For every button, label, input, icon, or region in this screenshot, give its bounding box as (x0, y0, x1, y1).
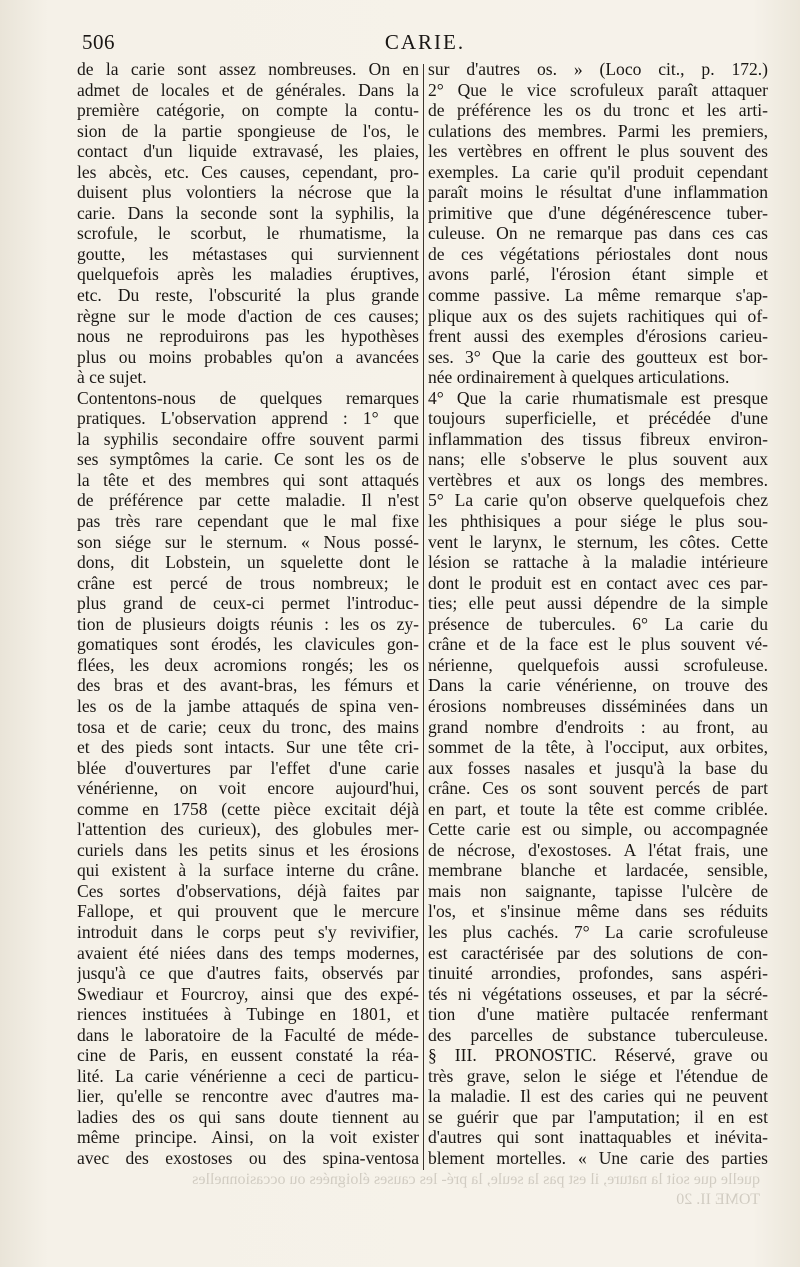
text-line: duisent plus volontiers la nécrose que la (77, 182, 419, 203)
text-line: toujours superficielle, et précédée d'une (428, 408, 768, 429)
text-line: nérienne, quelquefois aussi scrofuleuse. (428, 654, 768, 675)
text-line: des bras et des avant-bras, les fémurs et (77, 675, 419, 696)
text-line: tinuité arrondies, profondes, sans aspéri- (428, 963, 768, 984)
text-line: de préférence les os du tronc et les arti- (428, 100, 768, 121)
text-line: cine de Paris, en eussent constaté la réa- (77, 1045, 419, 1066)
text-line: aux fosses nasales et jusqu'à la base du (428, 757, 768, 778)
text-line: 2° Que le vice scrofuleux paraît attaquer (428, 79, 768, 100)
text-line: riences instituées à Tubinge en 1801, et (77, 1004, 419, 1025)
text-line: la maladie. Il est des caries qui ne peuvent (428, 1086, 768, 1107)
text-line: les vertèbres en offrent le plus souvent des (428, 141, 768, 162)
text-line: avons parlé, l'érosion étant simple et (428, 264, 768, 285)
text-line: à ce sujet. (77, 367, 147, 388)
text-line: tés ni végétations osseuses, et par la sécré- (428, 983, 768, 1004)
text-line: sommet de la tête, à l'occiput, aux orbites, (428, 737, 768, 758)
text-line: Dans la carie vénérienne, on trouve des (428, 675, 768, 696)
text-line: pratiques. L'observation apprend : 1° que (77, 408, 419, 429)
text-line: gomatiques sont érodés, les clavicules gon- (77, 634, 419, 655)
text-line: culeuse. On ne remarque pas dans ces cas (428, 223, 768, 244)
text-line: ladies des os qui sans doute tiennent au (77, 1106, 419, 1127)
text-line: exemples. La carie qu'il produit cependant (428, 161, 768, 182)
text-line: les abcès, etc. Ces causes, cependant, pro- (77, 161, 419, 182)
text-line: est caractérisée par des solutions de con- (428, 942, 768, 963)
text-line: lésion se rattache à la maladie intérieure (428, 552, 768, 573)
text-line: Ces sortes d'observations, déjà faites par (77, 880, 419, 901)
text-line: admet de locales et de générales. Dans la (77, 79, 419, 100)
text-line: qui existent à la surface interne du crâne. (77, 860, 419, 881)
text-line: des parcelles de substance tuberculeuse. (428, 1024, 768, 1045)
text-line: contact d'un liquide extravasé, les plaies, (77, 141, 419, 162)
text-line: carie. Dans la seconde sont la syphilis, la (77, 202, 419, 223)
page-number: 506 (82, 30, 115, 54)
text-line: goutte, les métastases qui surviennent (77, 243, 419, 264)
text-line: pas très rare cependant que le mal fixe (77, 511, 419, 532)
text-line: Swediaur et Fourcroy, ainsi que des expé- (77, 983, 419, 1004)
text-line: sion de la partie spongieuse de l'os, le (77, 120, 419, 141)
text-line: dans le laboratoire de la Faculté de méde- (77, 1024, 419, 1045)
running-title: CARIE. (384, 30, 466, 54)
text-line: sur d'autres os. » (Loco cit., p. 172.) (428, 59, 768, 79)
running-head (82, 30, 768, 58)
text-line: 4° Que la carie rhumatismale est presque (428, 387, 768, 408)
text-line: de la carie sont assez nombreuses. On en (77, 59, 419, 79)
text-line: comme passive. La même remarque s'ap- (428, 285, 768, 306)
text-line: culations des membres. Parmi les premiers, (428, 120, 768, 141)
text-line: Cette carie est ou simple, ou accompagnée (428, 819, 768, 840)
text-line: son siége sur le sternum. « Nous possé- (77, 531, 419, 552)
text-line: tion d'une matière pultacée renfermant (428, 1004, 768, 1025)
text-line: première catégorie, on compte la contu- (77, 100, 419, 121)
text-line: d'autres qui sont inattaquables et inévita- (428, 1127, 768, 1148)
text-line: dons, dit Lobstein, un squelette dont le (77, 552, 419, 573)
text-line: ses symptômes la carie. Ce sont les os de (77, 449, 419, 470)
text-line: curiels dans les petits sinus et les érosions (77, 839, 419, 860)
text-line: et des pieds sont intacts. Sur une tête cri- (77, 737, 419, 758)
text-line: plus ou moins probables qu'on a avancées (77, 346, 419, 367)
text-line: très grave, selon le siége et l'étendue de (428, 1065, 768, 1086)
text-line: plique aux os des sujets rachitiques qui of- (428, 305, 768, 326)
text-line: Fallope, et qui prouvent que le mercure (77, 901, 419, 922)
text-line: les os de la jambe attaqués de spina ven- (77, 695, 419, 716)
text-line: jusqu'à ce que d'autres faits, observés par (77, 963, 419, 984)
text-line: la syphilis secondaire offre souvent parmi (77, 428, 419, 449)
text-line: présence de tubercules. 6° La carie du (428, 613, 768, 634)
left-text-column (77, 59, 419, 1169)
text-line: ties; elle peut aussi dépendre de la simple (428, 593, 768, 614)
text-line: nous ne reproduirons pas les hypothèses (77, 326, 419, 347)
text-line: primitive que d'une dégénérescence tuber- (428, 202, 768, 223)
text-line: les phthisiques a pour siége le plus sou- (428, 511, 768, 532)
text-line: crâne. Ces os sont souvent percés de part (428, 778, 768, 799)
text-line: Contentons-nous de quelques remarques (77, 387, 419, 408)
text-line: frent aussi des exemples d'érosions carieu- (428, 326, 768, 347)
column-divider (423, 64, 424, 1170)
text-line: mais non saignante, tapisse l'ulcère de (428, 880, 768, 901)
text-line: la tête et des membres qui sont attaqués (77, 469, 419, 490)
text-line: 5° La carie qu'on observe quelquefois chez (428, 490, 768, 511)
text-line: crâne et de la face est le plus souvent vé- (428, 634, 768, 655)
text-line: ses. 3° Que la carie des goutteux est bor- (428, 346, 768, 367)
text-line: avaient été niées dans des temps modernes, (77, 942, 419, 963)
text-line: les plus cachés. 7° La carie scrofuleuse (428, 921, 768, 942)
text-line: dont le produit est en contact avec ces par- (428, 572, 768, 593)
text-line: introduit dans le corps peut s'y revivifier, (77, 921, 419, 942)
text-line: lier, qu'elle se rencontre avec d'autres ma- (77, 1086, 419, 1107)
text-line: blement mortelles. « Une carie des parties (428, 1147, 768, 1168)
text-line: l'attention des curieux), des globules mer- (77, 819, 419, 840)
text-line: etc. Du reste, l'obscurité la plus grande (77, 285, 419, 306)
bleed-line: quelle que soit la nature, il est pas la seule, la pré- les causes éloignées ou occasionnelles (192, 1171, 760, 1188)
text-line: § III. PRONOSTIC. Réservé, grave ou (428, 1045, 768, 1066)
text-line: née ordinairement à quelques articulations. (428, 367, 730, 388)
text-line: flées, les deux acromions rongés; les os (77, 654, 419, 675)
text-line: se guérir que par l'amputation; il en est (428, 1106, 768, 1127)
text-line: règne sur le mode d'action de ces causes; (77, 305, 419, 326)
text-line: lité. La carie vénérienne a ceci de particu- (77, 1065, 419, 1086)
text-line: plus grand de ceux-ci permet l'introduc- (77, 593, 419, 614)
text-line: membrane blanche et lardacée, sensible, (428, 860, 768, 881)
bleed-line: TOME II. 20 (676, 1191, 760, 1208)
text-line: tosa et de carie; ceux du tronc, des mains (77, 716, 419, 737)
text-line: tion de plusieurs doigts réunis : les os zy- (77, 613, 419, 634)
text-line: quelquefois après les maladies éruptives, (77, 264, 419, 285)
text-line: scrofule, le scorbut, le rhumatisme, la (77, 223, 419, 244)
text-line: vénérienne, on voit encore aujourd'hui, (77, 778, 419, 799)
text-line: de nécrose, d'exostoses. A l'état frais, une (428, 839, 768, 860)
right-text-column (428, 59, 768, 1169)
bleed-through-text (60, 1170, 760, 1230)
text-line: crâne est percé de trous nombreux; le (77, 572, 419, 593)
text-line: blée d'ouvertures par l'effet d'une carie (77, 757, 419, 778)
text-line: même principe. Ainsi, on la voit exister (77, 1127, 419, 1148)
text-line: inflammation des tissus fibreux environ- (428, 428, 768, 449)
text-line: vertèbres et aux os longs des membres. (428, 469, 768, 490)
text-line: comme en 1758 (cette pièce excitait déjà (77, 798, 419, 819)
text-line: érosions nombreuses disséminées dans un (428, 695, 768, 716)
text-line: en part, et toute la tête est comme criblée. (428, 798, 768, 819)
text-line: paraît moins le résultat d'une inflammation (428, 182, 768, 203)
text-line: l'os, et s'insinue même dans ses réduits (428, 901, 768, 922)
text-line: grand nombre d'endroits : au front, au (428, 716, 768, 737)
text-line: nans; elle s'observe le plus souvent aux (428, 449, 768, 470)
text-line: de préférence par cette maladie. Il n'est (77, 490, 419, 511)
text-line: de ces végétations périostales dont nous (428, 243, 768, 264)
text-line: vent le larynx, le sternum, les côtes. Cette (428, 531, 768, 552)
text-line: avec des exostoses ou des spina-ventosa (77, 1147, 419, 1168)
